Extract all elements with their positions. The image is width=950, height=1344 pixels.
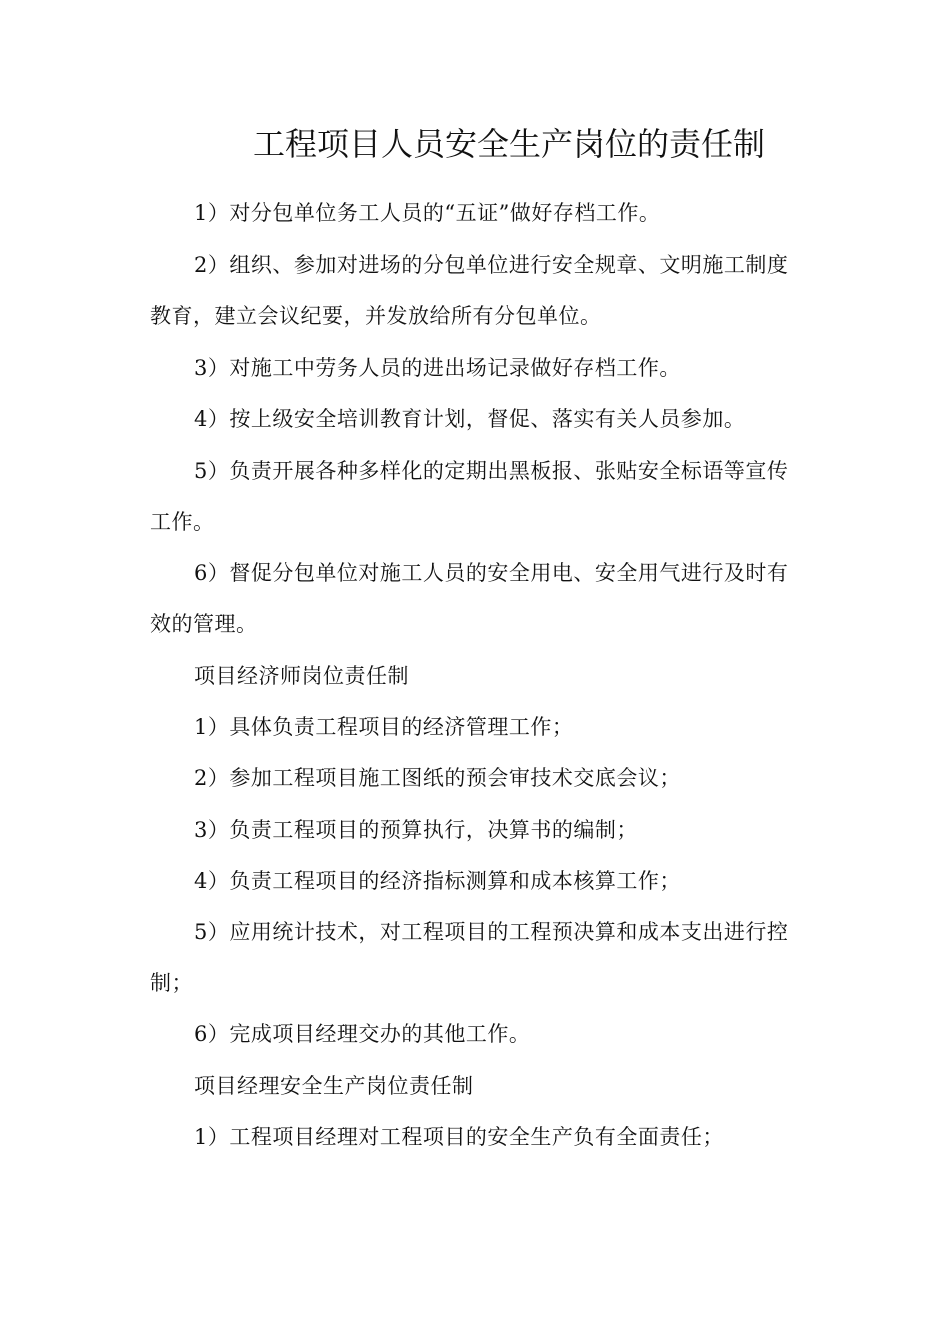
paragraph: 3）对施工中劳务人员的进出场记录做好存档工作。: [194, 356, 681, 380]
paragraph: 5）应用统计技术，对工程项目的工程预决算和成本支出进行控制；: [150, 920, 789, 995]
paragraph: 6）督促分包单位对施工人员的安全用电、安全用气进行及时有效的管理。: [150, 561, 789, 636]
paragraph: 4）负责工程项目的经济指标测算和成本核算工作；: [194, 869, 681, 893]
paragraph: 6）完成项目经理交办的其他工作。: [194, 1022, 531, 1046]
paragraph: 1）对分包单位务工人员的“五证”做好存档工作。: [194, 201, 661, 225]
paragraph: 4）按上级安全培训教育计划，督促、落实有关人员参加。: [194, 407, 746, 431]
paragraph: 1）具体负责工程项目的经济管理工作；: [194, 715, 574, 739]
paragraph: 3）负责工程项目的预算执行，决算书的编制；: [194, 818, 638, 842]
paragraph: 1）工程项目经理对工程项目的安全生产负有全面责任；: [194, 1125, 724, 1149]
paragraph: 2）组织、参加对进场的分包单位进行安全规章、文明施工制度教育，建立会议纪要，并发放给所有分包单位。: [150, 253, 789, 328]
section-heading: 项目经理安全生产岗位责任制: [194, 1074, 474, 1098]
paragraph: 5）负责开展各种多样化的定期出黑板报、张贴安全标语等宣传工作。: [150, 459, 789, 534]
paragraph: 2）参加工程项目施工图纸的预会审技术交底会议；: [194, 766, 681, 790]
document-title: 工程项目人员安全生产岗位的责任制: [252, 125, 765, 163]
section-heading: 项目经济师岗位责任制: [194, 664, 409, 688]
